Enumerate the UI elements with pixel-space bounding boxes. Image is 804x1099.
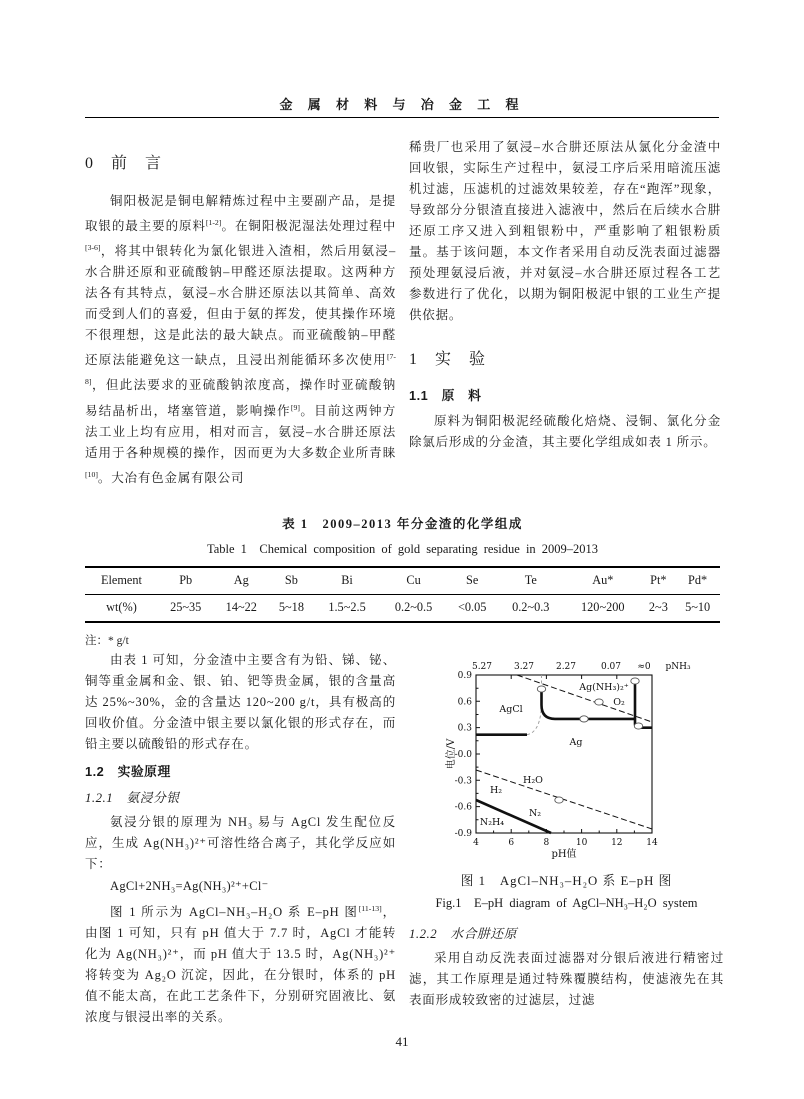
table-1-block <box>85 514 720 648</box>
table-cell: Bi <box>341 573 353 587</box>
section-heading-1-2-2-hydrazine: 1.2.2 水合肼还原 <box>409 927 517 941</box>
top-tick-label: 0.07 <box>600 662 622 672</box>
table-cell: 25~35 <box>170 600 202 614</box>
page-number: 41 <box>395 1034 409 1049</box>
region-label-h2: H₂ <box>489 785 503 796</box>
table-cell: wt(%) <box>106 600 137 614</box>
paragraph-materials: 原料为铜阳极泥经硫酸化焙烧、浸铜、氯化分金除氯后形成的分金渣，其主要化学组成如表 1 所示。 <box>409 414 721 449</box>
table-cell: 1.5~2.5 <box>328 600 366 614</box>
table-cell: Ag <box>233 573 249 587</box>
right-column-top <box>409 137 721 453</box>
reaction-ref-marker <box>580 716 588 722</box>
y-tick-label: -0.0 <box>454 750 472 760</box>
region-labels <box>480 682 629 828</box>
y-tick-label: -0.3 <box>454 776 472 787</box>
table-cell: 5~18 <box>278 600 304 614</box>
region-label-n2h4: N₂H₄ <box>479 817 505 828</box>
region-label-h2o: H₂O <box>523 775 543 786</box>
table-1 <box>85 566 720 623</box>
reaction-ref-marker <box>631 678 639 684</box>
table-cell: Cu <box>406 573 421 587</box>
boundary-connector-dashed <box>527 703 542 735</box>
section-heading-1-1-materials: 1.1 原 料 <box>409 388 482 403</box>
paragraph-ammonia-principle: 氨浸分银的原理为 NH₃ 易与 AgCl 发生配位反应，生成 Ag(NH₃)²⁺可溶性络合离子，其化学反应如下： <box>85 815 396 871</box>
figure-1-eph-diagram <box>409 645 724 863</box>
table-cell: Sb <box>284 573 298 587</box>
region-label-ag: Ag <box>569 737 583 748</box>
paragraph-hydrazine: 采用自动反洗表面过滤器对分银后液进行精密过滤，其工作原理是通过特殊覆膜结构，使滤液先在其表面形成较致密的过滤层，过滤 <box>409 951 724 1007</box>
axis-ticks <box>476 675 652 833</box>
y-axis-title: 电位/V <box>446 738 457 770</box>
table-1-title-en: Table 1 Chemical composition of gold separating residue in 2009–2013 <box>206 542 599 556</box>
region-label-agcl: AgCl <box>499 704 523 715</box>
section-heading-1-2-1-ammonia-leach: 1.2.1 氨浸分银 <box>85 791 180 805</box>
top-axis-labels <box>472 662 691 672</box>
figure-1-caption-en: Fig.1 E–pH diagram of AgCl–NH₃–H₂O system <box>435 896 698 910</box>
x-tick-label: 8 <box>543 838 550 848</box>
top-tick-label: 3.27 <box>513 662 535 672</box>
y-tick-label: -0.6 <box>454 802 472 813</box>
journal-title: 金 属 材 料 与 冶 金 工 程 <box>279 97 525 112</box>
paragraph-table-discussion: 由表 1 可知，分金渣中主要含有为铅、锑、铋、铜等重金属和金、银、铂、钯等贵金属，银的含量高达 25%~30%，金的含量达 120~200 g/t，具有极高的回收价值。分金渣中银主要以氯化银的形式存在，而铅主要以硫酸铅的形式存在。 <box>85 653 396 751</box>
table-data-row <box>85 595 720 623</box>
x-tick-label: 14 <box>646 838 658 848</box>
left-column-bottom <box>85 650 396 1028</box>
table-1-note: 注：* g/t <box>85 635 129 647</box>
y-tick-label: -0.9 <box>454 829 472 839</box>
paragraph-intro: 铜阳极泥是铜电解精炼过程中主要副产品，是提取银的最主要的原料[1-2]。在铜阳极泥湿法处理过程中[3-6]，将其中银转化为氯化银进入渣相，然后用氨浸–水合肼还原和亚硫酸钠–甲醛还原法提取。这两种方法各有其特点，氨浸–水合肼还原法以其简单、高效而受到人们的喜爱，但由于氨的挥发，使其操作环境不很理想，这是此法的最大缺点。而亚硫酸钠–甲醛还原法能避免这一缺点，且浸出剂能循环多次使用[7-8]，但此法要求的亚硫酸钠浓度高，操作时亚硫酸钠易结晶析出，堵塞管道，影响操作[9]。目前这两钟方法工业上均有应用，相对而言，氨浸–水合肼还原法适用于各种规模的操作，因而更为大多数企业所青睐[10]。大冶有色金属有限公司 <box>85 194 396 485</box>
reaction-ref-marker <box>634 723 642 729</box>
reaction-ref-marker <box>555 797 563 803</box>
table-cell: 14~22 <box>225 600 257 614</box>
chemical-equation: AgCl+2NH₃=Ag(NH₃)²⁺+Cl⁻ <box>110 879 269 893</box>
eph-diagram-plot <box>414 645 724 863</box>
x-tick-label: 10 <box>575 838 588 848</box>
x-tick-label: 4 <box>473 838 479 848</box>
section-heading-0-preface: 0 前 言 <box>85 155 163 172</box>
table-cell: Pd* <box>688 573 708 587</box>
x-axis-labels <box>473 838 658 848</box>
table-cell: Pt* <box>650 573 667 587</box>
table-cell: Te <box>524 573 537 587</box>
region-label-agnh3: Ag(NH₃)₂⁺ <box>579 682 629 693</box>
reaction-ref-marker <box>537 686 545 692</box>
table-cell: 120~200 <box>581 600 625 614</box>
table-cell: 2~3 <box>648 600 668 614</box>
x-tick-label: 6 <box>508 838 515 848</box>
table-cell: 0.2~0.3 <box>512 600 550 614</box>
table-cell: Element <box>100 573 142 587</box>
right-column-bottom <box>409 645 724 1011</box>
table-cell: 5~10 <box>685 600 711 614</box>
y-tick-label: 0.6 <box>457 697 472 708</box>
reaction-ref-marker <box>595 699 603 705</box>
table-cell: Pb <box>179 573 193 587</box>
table-cell: <0.05 <box>457 600 487 614</box>
top-tick-label: 5.27 <box>471 662 493 672</box>
x-axis-title: pH值 <box>551 849 577 860</box>
region-label-o2: O₂ <box>613 697 625 708</box>
top-axis-title: pNH₃ <box>665 662 691 672</box>
reaction-ref-markers <box>537 678 642 803</box>
table-cell: Au* <box>592 573 614 587</box>
table-header-row <box>85 567 720 595</box>
y-axis-labels <box>455 671 473 839</box>
y-tick-label: 0.9 <box>457 671 472 681</box>
boundary-agnh3-ag2o <box>635 678 652 728</box>
section-heading-1-experiment: 1 实 验 <box>409 351 487 368</box>
left-column-top <box>85 146 396 489</box>
table-cell: Se <box>466 573 479 587</box>
y-tick-label: 0.3 <box>457 723 472 734</box>
plot-frame <box>476 675 652 833</box>
paragraph-figure-discussion: 图 1 所示为 AgCl–NH₃–H₂O 系 E–pH 图[11-13]，由图 1 可知，只有 pH 值大于 7.7 时，AgCl 才能转化为 Ag(NH₃)²⁺，而 pH 值大于 13.5 时，Ag(NH₃)²⁺将转变为 Ag₂O 沉淀，因此，在分银时，体系的 pH 值不能太高，在此工艺条件下，分别研究固液比、氨浓度与银浸出率的关系。 <box>85 904 396 1025</box>
header-rule <box>85 117 719 118</box>
section-heading-1-2-principle: 1.2 实验原理 <box>85 764 171 779</box>
figure-1-caption-cn: 图 1 AgCl–NH₃–H₂O 系 E–pH 图 <box>460 874 673 888</box>
top-tick-label: 2.27 <box>555 662 577 672</box>
paragraph-intro-continued: 稀贵厂也采用了氨浸–水合肼还原法从氯化分金渣中回收银，实际生产过程中，氨浸工序后采用暗流压滤机过滤，压滤机的过滤效果较差，存在“跑浑”现象，导致部分分银渣直接进入滤液中，然后在后续水合肼还原工序又进入到粗银粉中，严重影响了粗银粉质量。基于该问题，本文作者采用自动反洗表面过滤器预处理氨浸后液，并对氨浸–水合肼还原过程各工艺参数进行了优化，以期为铜阳极泥中银的工业生产提供依据。 <box>409 140 721 322</box>
top-tick-label: ≈0 <box>637 662 651 672</box>
table-cell: 0.2~0.5 <box>394 600 433 614</box>
region-label-n2: N₂ <box>528 808 542 819</box>
x-tick-label: 12 <box>611 838 623 848</box>
table-1-title-cn: 表 1 2009–2013 年分金渣的化学组成 <box>282 517 523 531</box>
